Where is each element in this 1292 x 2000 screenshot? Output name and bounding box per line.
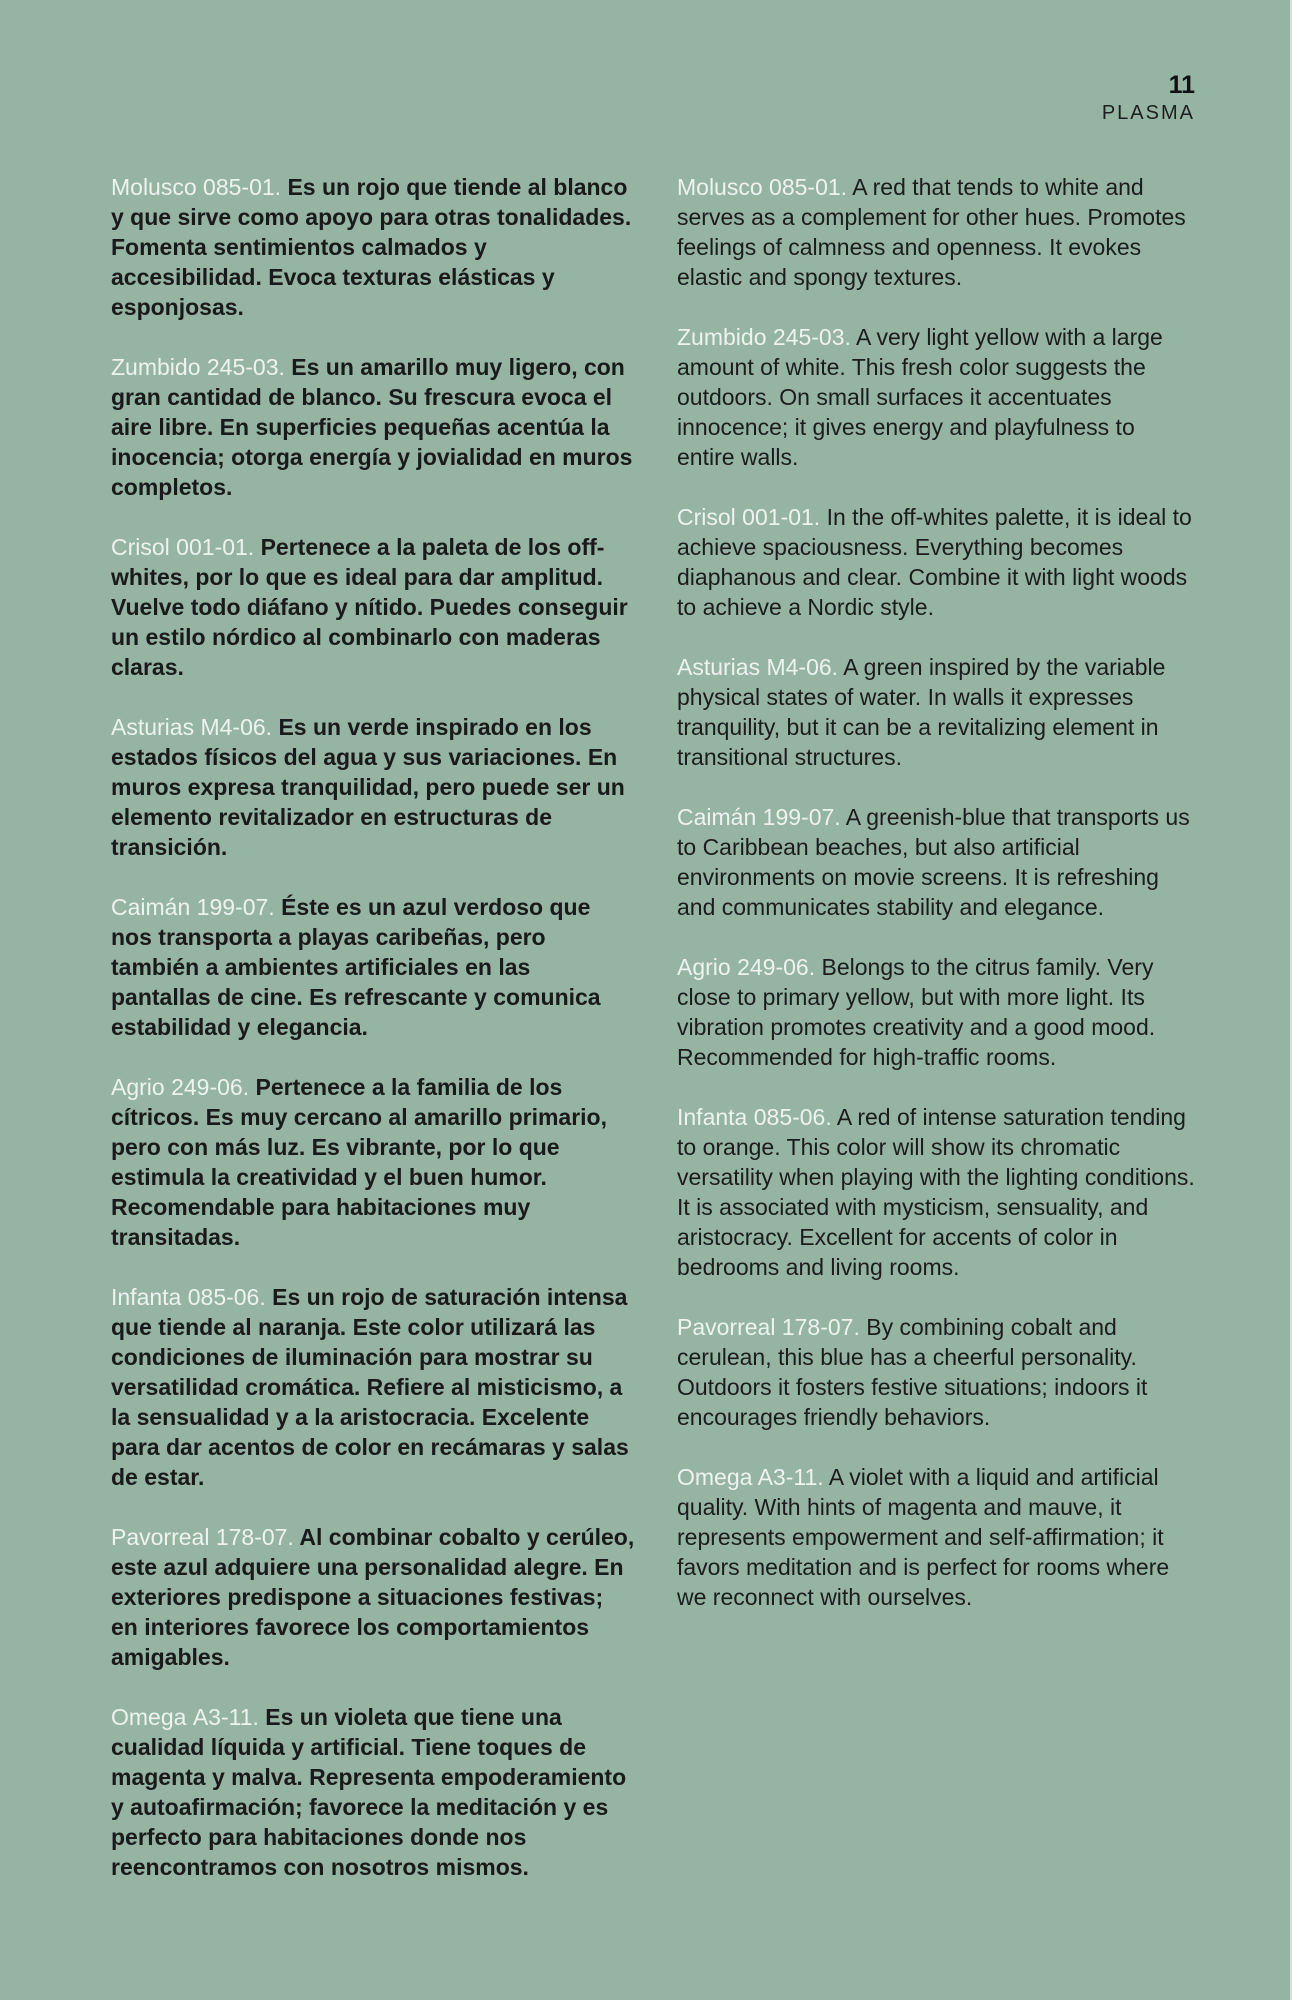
page-header: [1102, 70, 1195, 126]
color-code: 249-06.: [737, 954, 816, 980]
color-name: Molusco: [111, 174, 197, 200]
color-description: A violet with a liquid and artificial quality. With hints of magenta and mauve, it represents empowerment and self-affirmation; it favors meditation and is perfect for rooms where we reconnect with ourselves.: [677, 1464, 1170, 1610]
color-entry-en: [677, 1462, 1197, 1612]
color-code: 085-01.: [769, 174, 848, 200]
color-name: Asturias: [677, 654, 761, 680]
color-description: A red of intense saturation tending to orange. This color will show its chromatic versatility when playing with the lighting conditions. It is associated with mysticism, sensuality, and aristocracy. Excellent for accents of color in bedrooms and living rooms.: [677, 1104, 1195, 1280]
color-name: Caimán: [111, 894, 191, 920]
color-description: In the off-whites palette, it is ideal to achieve spaciousness. Everything becomes diaphanous and clear. Combine it with light woods to achieve a Nordic style.: [677, 504, 1192, 620]
color-name: Zumbido: [677, 324, 767, 350]
color-entry-es: [111, 1702, 636, 1882]
color-name: Infanta: [111, 1284, 182, 1310]
section-name: PLASMA: [1101, 102, 1195, 124]
color-code: 001-01.: [742, 504, 821, 530]
color-code: 178-07.: [781, 1314, 860, 1340]
color-code: 245-03.: [206, 354, 285, 380]
color-entry-es: [111, 1072, 636, 1252]
color-description: A red that tends to white and serves as a complement for other hues. Promotes feelings of calmness and openness. It evokes elastic and spongy textures.: [677, 174, 1186, 290]
color-name: Agrio: [111, 1074, 165, 1100]
color-entry-es: [111, 172, 636, 322]
color-entry-es: [111, 1522, 636, 1672]
color-name: Pavorreal: [677, 1314, 776, 1340]
color-entry-en: [677, 172, 1197, 292]
color-description: Es un rojo de saturación intensa que tiende al naranja. Este color utilizará las condiciones de iluminación para mostrar su versatilidad cromática. Refiere al misticismo, a la sensualidad y a la aristocracia. Excelente para dar acentos de color en recámaras y salas de estar.: [111, 1284, 629, 1490]
color-description: By combining cobalt and cerulean, this blue has a cheerful personality. Outdoors it fosters festive situations; indoors it encourages friendly behaviors.: [677, 1314, 1148, 1430]
color-name: Pavorreal: [111, 1524, 210, 1550]
color-entry-en: [677, 652, 1197, 772]
color-description: Al combinar cobalto y cerúleo, este azul adquiere una personalidad alegre. En exteriores predispone a situaciones festivas; en interiores favorece los comportamientos amigables.: [111, 1524, 635, 1670]
color-description: Pertenece a la familia de los cítricos. Es muy cercano al amarillo primario, pero con más luz. Es vibrante, por lo que estimula la creatividad y el buen humor. Recomendable para habitaciones muy transitadas.: [111, 1074, 607, 1250]
color-name: Molusco: [677, 174, 763, 200]
color-description: A greenish-blue that transports us to Caribbean beaches, but also artificial environments on movie screens. It is refreshing and communicates stability and elegance.: [677, 804, 1190, 920]
color-entry-es: [111, 532, 636, 682]
color-description: Éste es un azul verdoso que nos transporta a playas caribeñas, pero también a ambientes artificiales en las pantallas de cine. Es refrescante y comunica estabilidad y elegancia.: [111, 894, 601, 1040]
color-description: Es un violeta que tiene una cualidad líquida y artificial. Tiene toques de magenta y malva. Representa empoderamiento y autoafirmación; favorece la meditación y es perfecto para habitaciones donde nos reencontramos con nosotros mismos.: [111, 1704, 627, 1880]
spanish-column: [111, 172, 636, 1912]
color-code: 178-07.: [215, 1524, 294, 1550]
color-name: Asturias: [111, 714, 195, 740]
color-code: 199-07.: [196, 894, 275, 920]
color-description: A green inspired by the variable physical states of water. In walls it expresses tranquility, but it can be a revitalizing element in transitional structures.: [677, 654, 1166, 770]
color-entry-es: [111, 1282, 636, 1492]
color-name: Omega: [111, 1704, 187, 1730]
color-code: 245-03.: [772, 324, 851, 350]
color-name: Crisol: [677, 504, 736, 530]
color-code: M4-06.: [766, 654, 839, 680]
color-name: Crisol: [111, 534, 170, 560]
color-entry-en: [677, 952, 1197, 1072]
color-code: A3-11.: [192, 1704, 259, 1730]
page-number: 11: [1168, 71, 1195, 99]
color-name: Omega: [677, 1464, 753, 1490]
color-code: 085-01.: [203, 174, 282, 200]
color-code: 085-06.: [187, 1284, 266, 1310]
color-entry-es: [111, 352, 636, 502]
color-code: 001-01.: [176, 534, 255, 560]
color-description: Es un rojo que tiende al blanco y que sirve como apoyo para otras tonalidades. Fomenta sentimientos calmados y accesibilidad. Evoca texturas elásticas y esponjosas.: [111, 174, 632, 320]
color-code: 249-06.: [171, 1074, 250, 1100]
color-entry-en: [677, 502, 1197, 622]
color-description: Belongs to the citrus family. Very close to primary yellow, but with more light. Its vibration promotes creativity and a good mood. Recommended for high-traffic rooms.: [677, 954, 1156, 1070]
color-entry-en: [677, 322, 1197, 472]
color-code: 085-06.: [753, 1104, 832, 1130]
color-code: 199-07.: [762, 804, 841, 830]
color-description: Es un amarillo muy ligero, con gran cantidad de blanco. Su frescura evoca el aire libre. En superficies pequeñas acentúa la inocencia; otorga energía y jovialidad en muros completos.: [111, 354, 633, 500]
english-column: [677, 172, 1197, 1642]
color-name: Agrio: [677, 954, 731, 980]
color-entry-en: [677, 1102, 1197, 1282]
color-code: M4-06.: [200, 714, 273, 740]
color-code: A3-11.: [757, 1464, 824, 1490]
color-entry-es: [111, 892, 636, 1042]
color-description: Pertenece a la paleta de los off-whites, por lo que es ideal para dar amplitud. Vuelve todo diáfano y nítido. Puedes conseguir un estilo nórdico al combinarlo con maderas claras.: [111, 534, 628, 680]
color-entry-en: [677, 1312, 1197, 1432]
color-name: Zumbido: [111, 354, 201, 380]
color-description: A very light yellow with a large amount of white. This fresh color suggests the outdoors. On small surfaces it accentuates innocence; it gives energy and playfulness to entire walls.: [677, 324, 1163, 470]
color-entry-en: [677, 802, 1197, 922]
color-entry-es: [111, 712, 636, 862]
color-name: Infanta: [677, 1104, 748, 1130]
color-description: Es un verde inspirado en los estados físicos del agua y sus variaciones. En muros expresa tranquilidad, pero puede ser un elemento revitalizador en estructuras de transición.: [111, 714, 625, 860]
color-name: Caimán: [677, 804, 757, 830]
